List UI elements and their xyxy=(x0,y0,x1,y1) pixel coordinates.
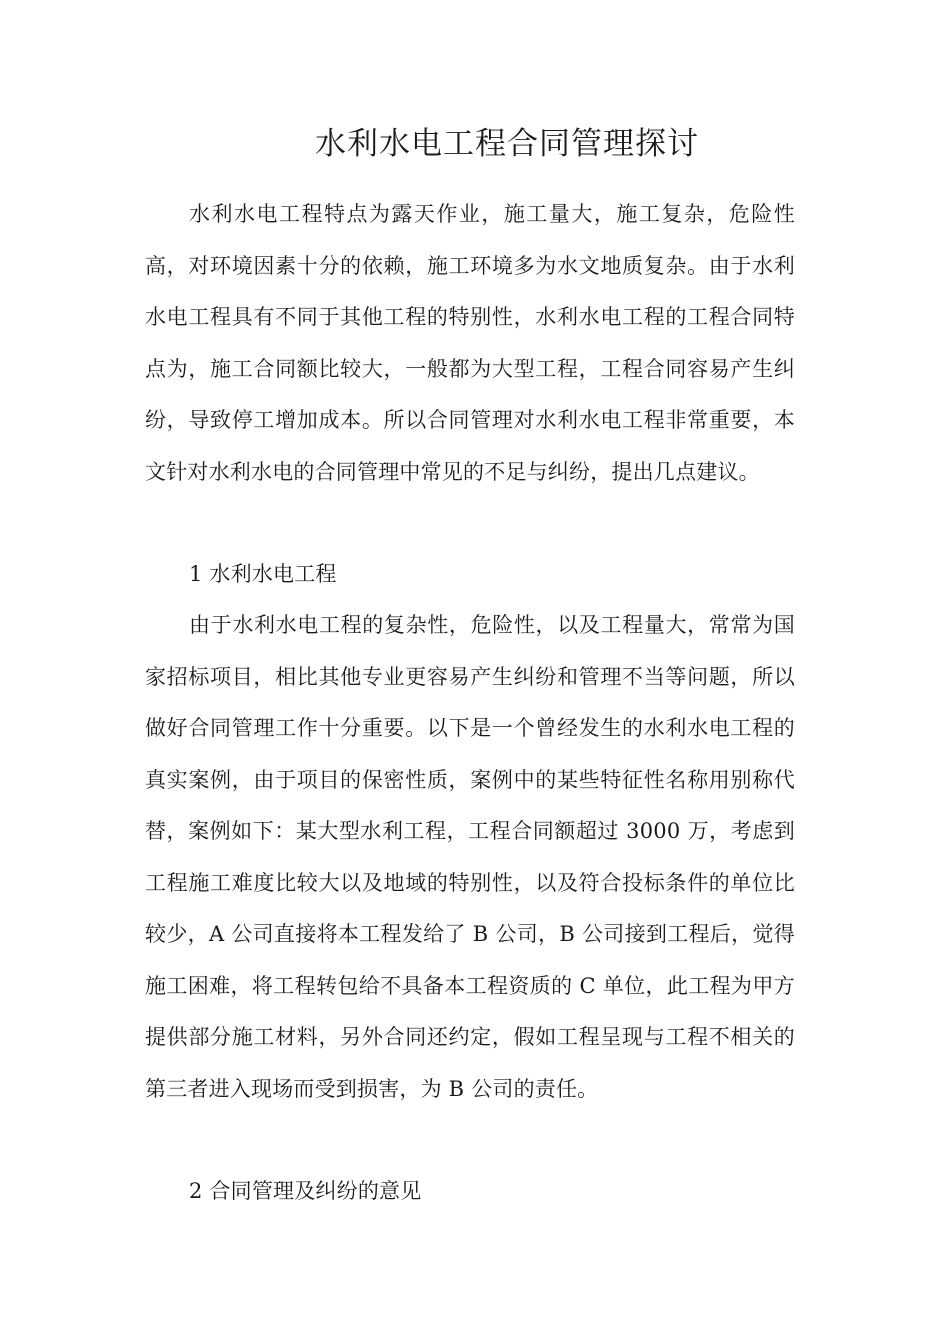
document-title: 水利水电工程合同管理探讨 xyxy=(315,126,699,162)
section-1-paragraph: 由于水利水电工程的复杂性，危险性，以及工程量大，常常为国家招标项目，相比其他专业更容易产生纠纷和管理不当等问题，所以做好合同管理工作十分重要。以下是一个曾经发生的水利水电工程的真实案例，由于项目的保密性质，案例中的某些特征性名称用别称代替，案例如下：某大型水利工程，工程合同额超过 3000 万，考虑到工程施工难度比较大以及地域的特别性，以及符合投标条件的单位比较少，A 公司直接将本工程发给了 B 公司，B 公司接到工程后，觉得施工困难，将工程转包给不具备本工程资质的 C 单位，此工程为甲方提供部分施工材料，另外合同还约定，假如工程呈现与工程不相关的第三者进入现场而受到损害，为 B 公司的责任。 xyxy=(145,613,795,1101)
section-1-heading: 1 水利水电工程 xyxy=(189,562,337,586)
section-2-heading: 2 合同管理及纠纷的意见 xyxy=(189,1179,422,1203)
intro-paragraph: 水利水电工程特点为露天作业，施工量大，施工复杂，危险性高，对环境因素十分的依赖，施工环境多为水文地质复杂。由于水利水电工程具有不同于其他工程的特别性，水利水电工程的工程合同特点为，施工合同额比较大，一般都为大型工程，工程合同容易产生纠纷，导致停工增加成本。所以合同管理对水利水电工程非常重要，本文针对水利水电的合同管理中常见的不足与纠纷，提出几点建议。 xyxy=(145,202,795,484)
